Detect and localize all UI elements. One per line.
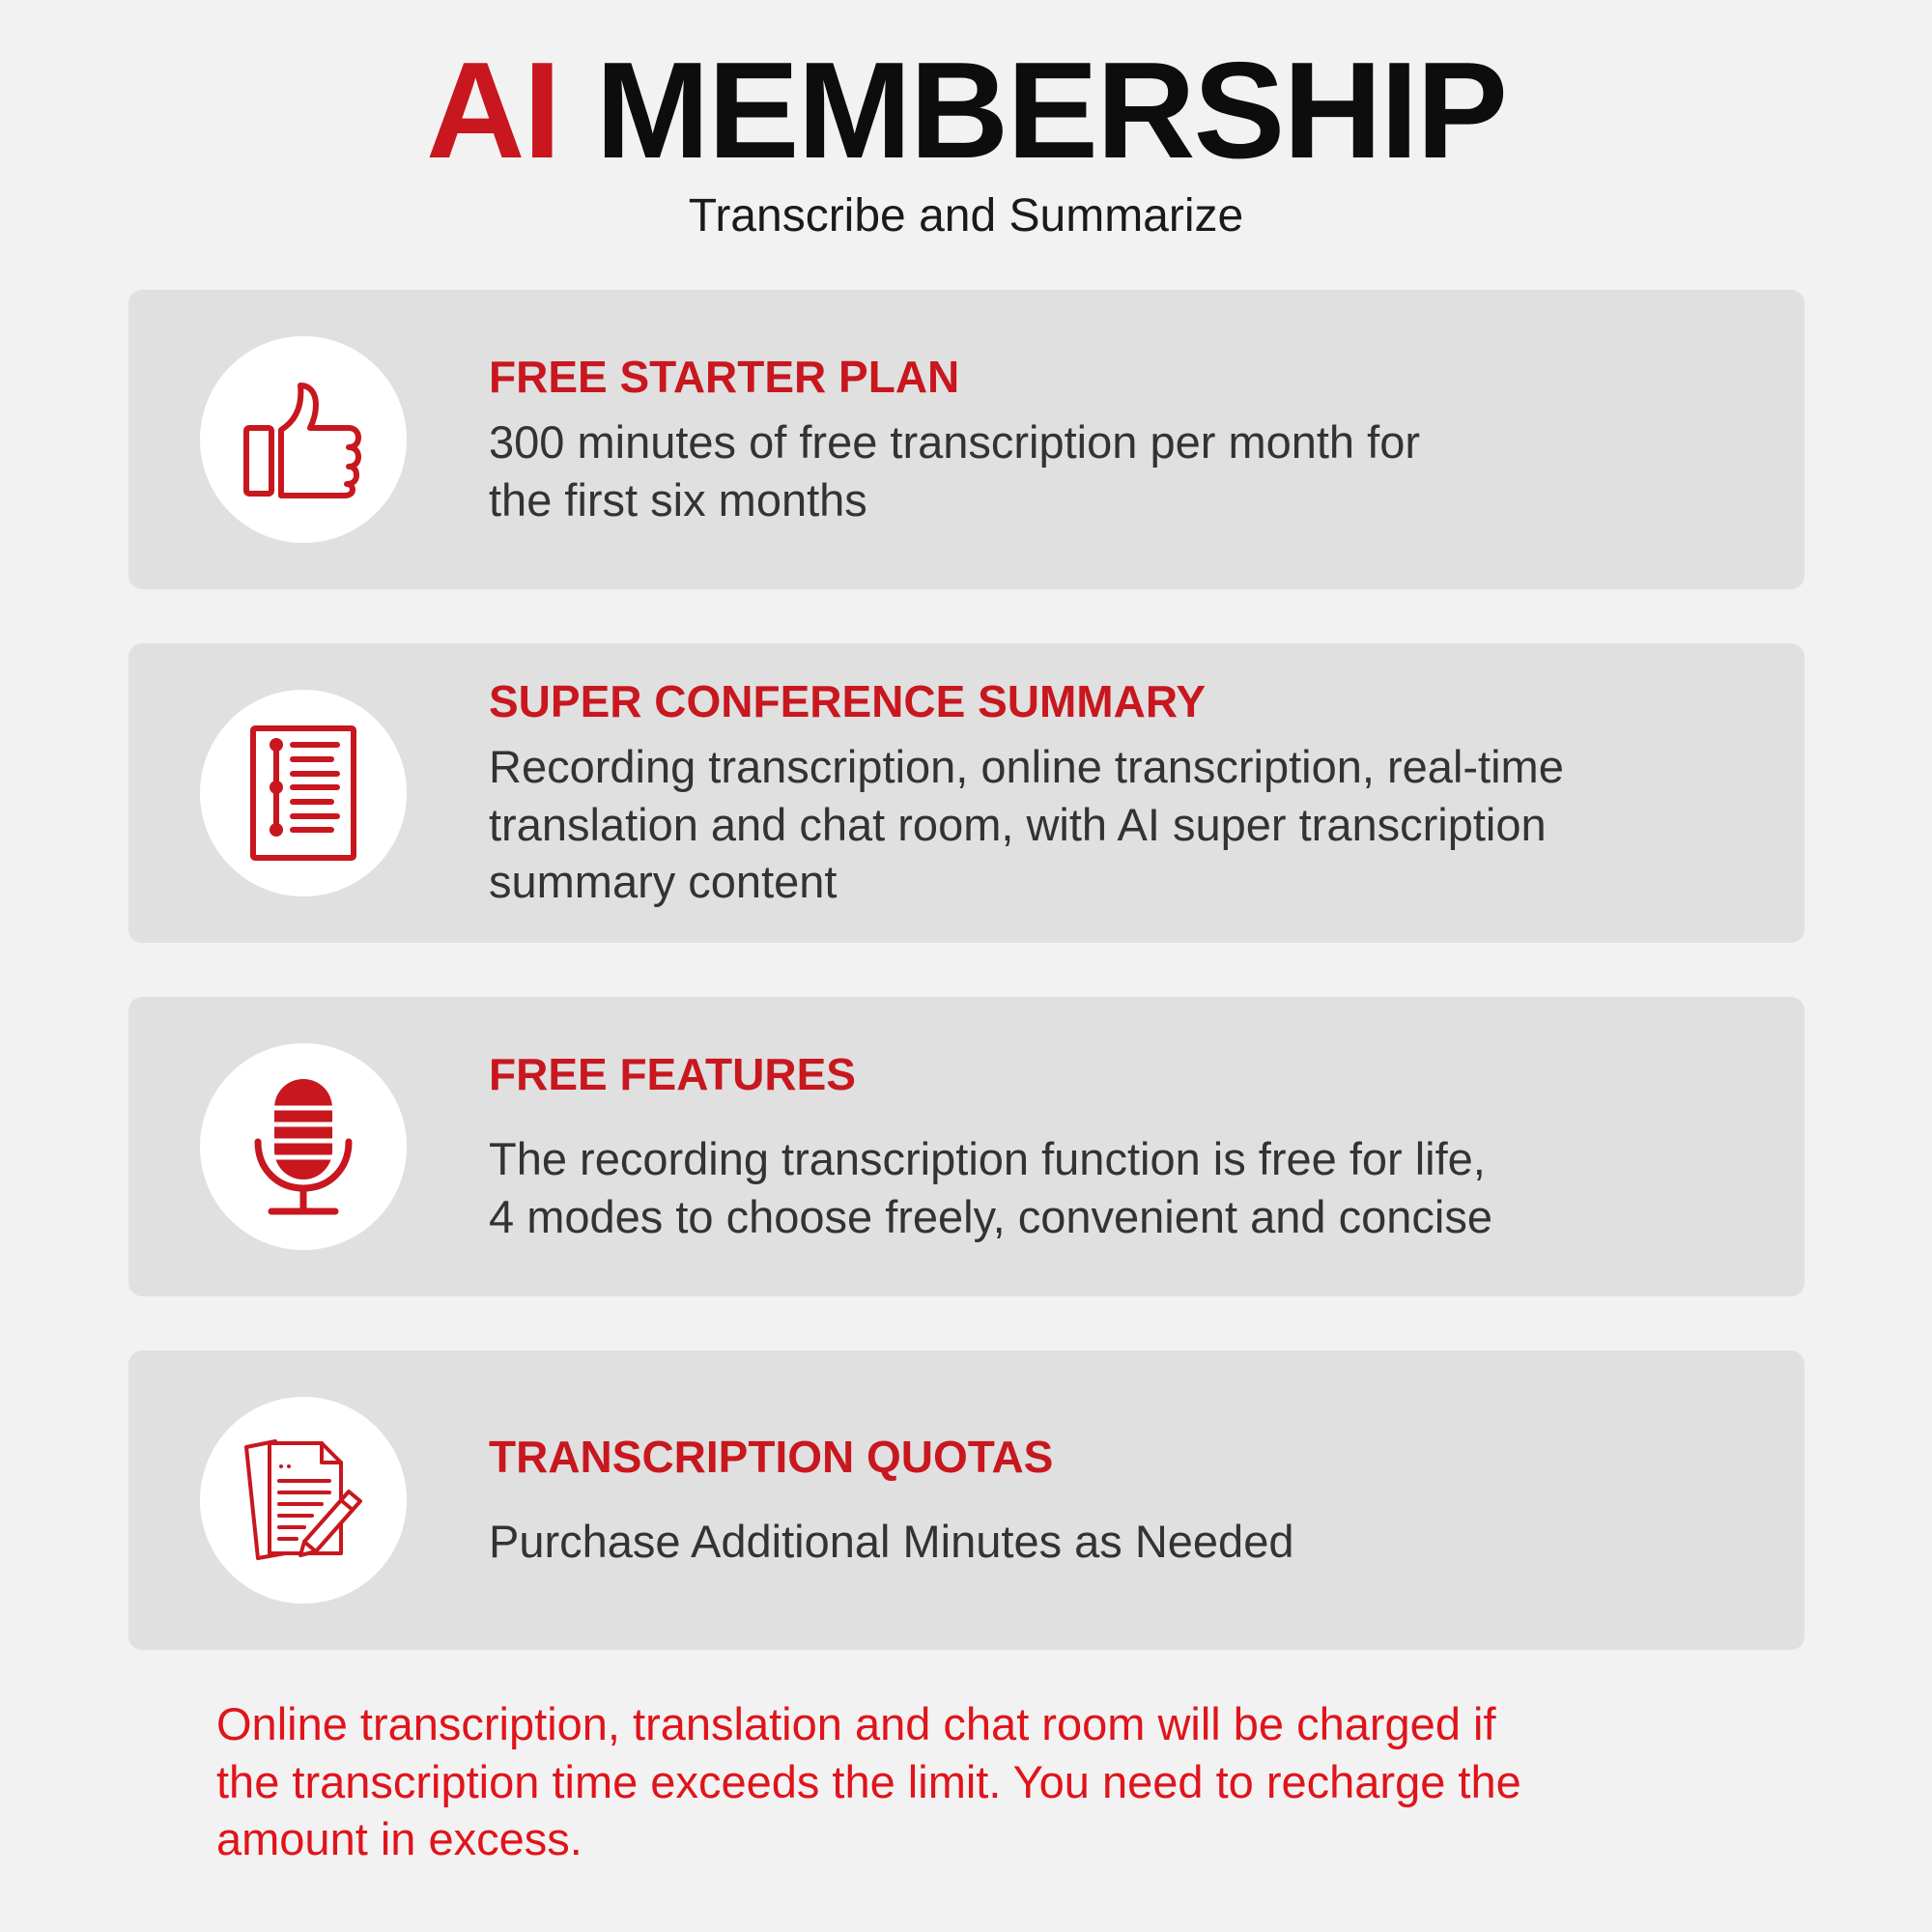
thumbs-up-icon: [241, 380, 366, 499]
card-text: [489, 290, 1747, 589]
feature-card-super-conference-summary: [128, 643, 1804, 943]
charge-notice: Online transcription, translation and chat room will be charged if the transcription time exceeds the limit. You need to recharge the amount in excess.: [216, 1698, 1521, 1865]
document-pen-icon: [241, 1437, 366, 1563]
card-description: 300 minutes of free transcription per month for the first six months: [489, 415, 1420, 526]
feature-card-free-features: [128, 997, 1804, 1296]
title-main: MEMBERSHIP: [595, 34, 1506, 187]
microphone-icon: [250, 1074, 356, 1219]
card-text: [489, 997, 1747, 1296]
header: [0, 34, 1932, 244]
card-description: Purchase Additional Minutes as Needed: [489, 1515, 1294, 1567]
card-heading: TRANSCRIPTION QUOTAS: [489, 1431, 1054, 1482]
page-title: [0, 34, 1932, 187]
card-heading: SUPER CONFERENCE SUMMARY: [489, 675, 1207, 726]
card-heading: FREE FEATURES: [489, 1048, 856, 1099]
feature-card-free-starter-plan: [128, 290, 1804, 589]
card-description: Recording transcription, online transcription, real-time translation and chat room, with AI super transcription summary content: [489, 741, 1564, 908]
icon-circle: [200, 1397, 407, 1604]
card-description: The recording transcription function is free for life, 4 modes to choose freely, convenient and concise: [489, 1132, 1492, 1242]
icon-circle: [200, 1043, 407, 1250]
title-accent: AI: [426, 34, 559, 187]
card-heading: FREE STARTER PLAN: [489, 351, 960, 402]
card-text: [489, 643, 1747, 943]
page-subtitle: Transcribe and Summarize: [688, 190, 1244, 242]
card-text: [489, 1350, 1747, 1650]
document-list-icon: [250, 725, 356, 861]
feature-card-transcription-quotas: [128, 1350, 1804, 1650]
icon-circle: [200, 690, 407, 896]
icon-circle: [200, 336, 407, 543]
